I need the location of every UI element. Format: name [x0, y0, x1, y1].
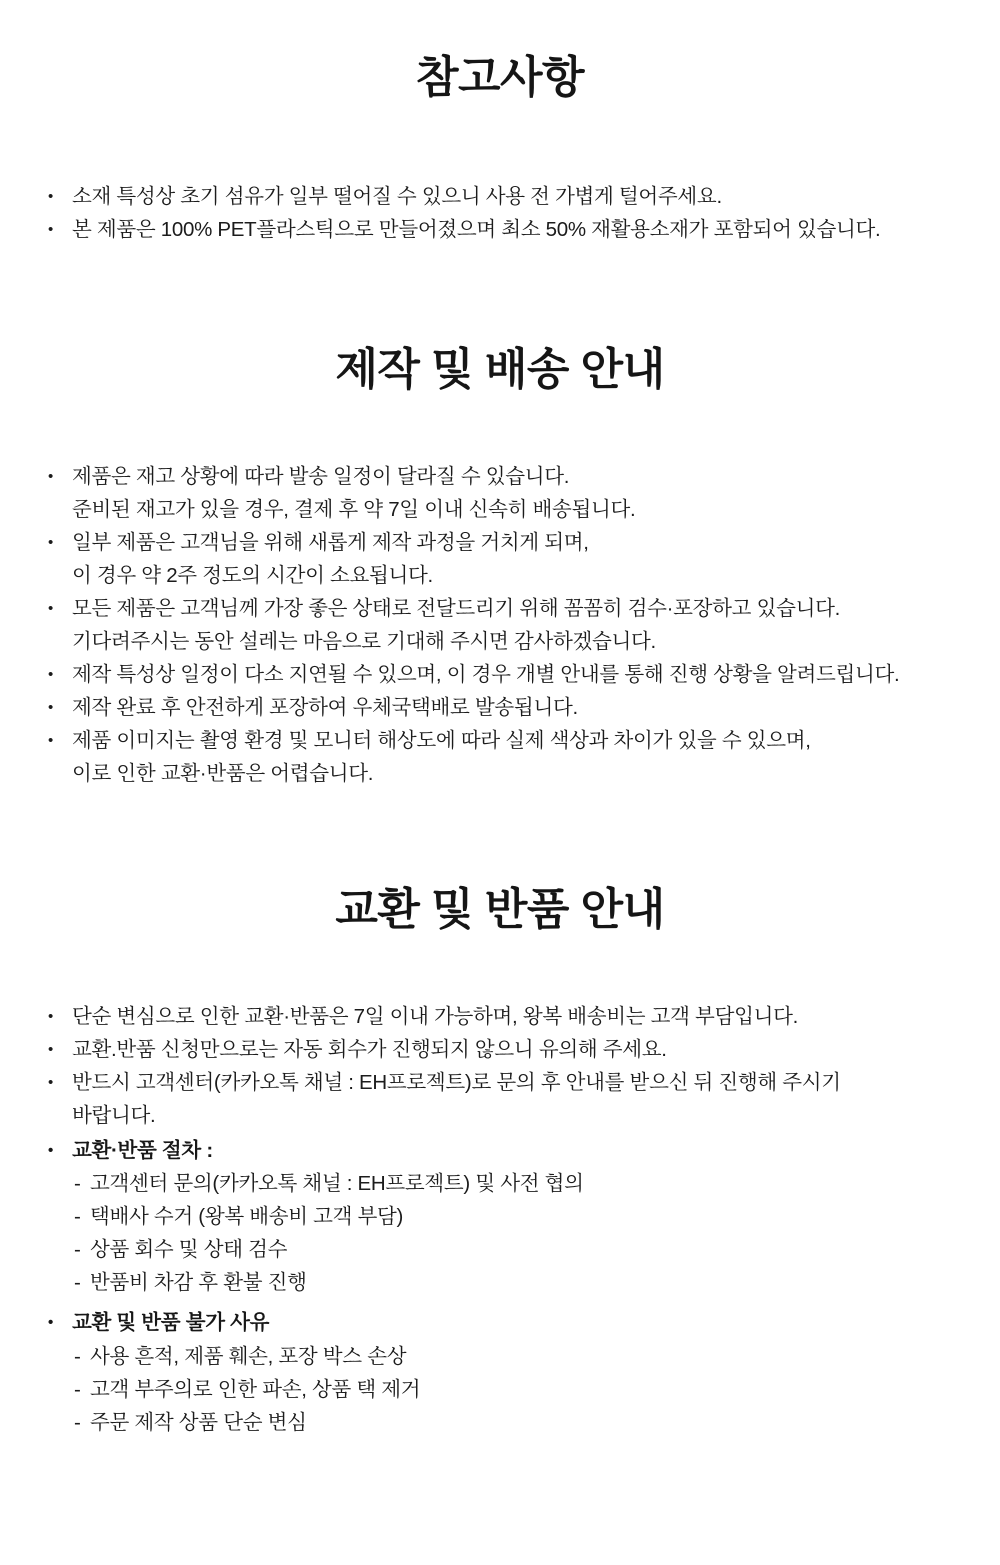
notice-item	[48, 180, 980, 213]
non-returnable-heading	[48, 1306, 980, 1339]
notes-section	[0, 53, 1000, 246]
bullet-marker-icon: •	[48, 732, 53, 749]
bullet-marker-icon: •	[48, 600, 53, 617]
dash-marker: -	[74, 1345, 81, 1368]
bullet-marker-icon: •	[48, 666, 53, 683]
notice-text: 제작 완료 후 안전하게 포장하여 우체국택배로 발송됩니다.	[72, 696, 578, 719]
section-title-production-shipping: 제작 및 배송 안내	[335, 345, 665, 394]
notice-text: 제작 특성상 일정이 다소 지연될 수 있으며, 이 경우 개별 안내를 통해 진행 상황을 알려드립니다.	[72, 663, 900, 686]
production-shipping-list	[0, 460, 1000, 790]
dash-marker: -	[74, 1411, 81, 1434]
notice-text: 반드시 고객센터(카카오톡 채널 : EH프로젝트)로 문의 후 안내를 받으신 뒤 진행해 주시기	[72, 1071, 841, 1094]
bullet-marker-icon: •	[48, 699, 53, 716]
notice-text: 이로 인한 교환·반품은 어렵습니다.	[72, 762, 374, 785]
non-returnable-reason	[48, 1406, 980, 1439]
notice-item	[48, 460, 980, 526]
notice-text: 본 제품은 100% PET플라스틱으로 만들어졌으며 최소 50% 재활용소재가 포함되어 있습니다.	[72, 218, 881, 241]
non-returnable-reason	[48, 1340, 980, 1373]
bullet-marker-icon: •	[48, 221, 53, 238]
procedure-step	[48, 1233, 980, 1266]
notice-item	[48, 1066, 980, 1132]
dash-marker: -	[74, 1205, 81, 1228]
bullet-marker-icon: •	[48, 1142, 53, 1159]
notice-item	[48, 1033, 980, 1066]
notice-text: 바랍니다.	[72, 1104, 156, 1127]
dash-marker: -	[74, 1271, 81, 1294]
procedure-step-text: 택배사 수거 (왕복 배송비 고객 부담)	[90, 1205, 404, 1228]
procedure-step-text: 반품비 차감 후 환불 진행	[90, 1271, 307, 1294]
bullet-marker-icon: •	[48, 468, 53, 485]
non-returnable-reason-text: 고객 부주의로 인한 파손, 상품 택 제거	[90, 1378, 421, 1401]
notice-text: 제품은 재고 상황에 따라 발송 일정이 달라질 수 있습니다.	[72, 465, 570, 488]
non-returnable-heading-text: 교환 및 반품 불가 사유	[72, 1311, 270, 1334]
notice-item	[48, 526, 980, 592]
dash-marker: -	[74, 1238, 81, 1261]
notice-text: 일부 제품은 고객님을 위해 새롭게 제작 과정을 거치게 되며,	[72, 531, 589, 554]
bullet-marker-icon: •	[48, 1314, 53, 1331]
notice-text: 이 경우 약 2주 정도의 시간이 소요됩니다.	[72, 564, 433, 587]
notice-item	[48, 691, 980, 724]
non-returnable-reason-text: 주문 제작 상품 단순 변심	[90, 1411, 307, 1434]
notice-text: 준비된 재고가 있을 경우, 결제 후 약 7일 이내 신속히 배송됩니다.	[72, 498, 636, 521]
procedure-step-text: 고객센터 문의(카카오톡 채널 : EH프로젝트) 및 사전 협의	[90, 1172, 584, 1195]
non-returnable-reason	[48, 1373, 980, 1406]
dash-marker: -	[74, 1378, 81, 1401]
notice-text: 제품 이미지는 촬영 환경 및 모니터 해상도에 따라 실제 색상과 차이가 있을 수 있으며,	[72, 729, 811, 752]
non-returnable-reason-text: 사용 흔적, 제품 훼손, 포장 박스 손상	[90, 1345, 407, 1368]
exchange-return-section	[0, 885, 1000, 1439]
notice-text: 소재 특성상 초기 섬유가 일부 떨어질 수 있으니 사용 전 가볍게 털어주세요.	[72, 185, 722, 208]
exchange-return-list	[0, 1000, 1000, 1439]
dash-marker: -	[74, 1172, 81, 1195]
production-shipping-section	[0, 345, 1000, 790]
section-title-exchange-return: 교환 및 반품 안내	[335, 885, 665, 934]
notice-text: 단순 변심으로 인한 교환·반품은 7일 이내 가능하며, 왕복 배송비는 고객 부담입니다.	[72, 1005, 798, 1028]
notice-item	[48, 213, 980, 246]
bullet-marker-icon: •	[48, 1041, 53, 1058]
notes-list	[0, 180, 1000, 246]
notice-item	[48, 1000, 980, 1033]
bullet-marker-icon: •	[48, 1074, 53, 1091]
notice-item	[48, 724, 980, 790]
notice-text: 교환.반품 신청만으로는 자동 회수가 진행되지 않으니 유의해 주세요.	[72, 1038, 667, 1061]
notice-item	[48, 658, 980, 691]
bullet-marker-icon: •	[48, 1008, 53, 1025]
bullet-marker-icon: •	[48, 188, 53, 205]
procedure-step-text: 상품 회수 및 상태 검수	[90, 1238, 288, 1261]
notice-text: 모든 제품은 고객님께 가장 좋은 상태로 전달드리기 위해 꼼꼼히 검수·포장하고 있습니다.	[72, 597, 840, 620]
procedure-heading	[48, 1134, 980, 1167]
procedure-step	[48, 1167, 980, 1200]
notice-item	[48, 592, 980, 658]
section-title-notes: 참고사항	[415, 53, 584, 102]
procedure-step	[48, 1200, 980, 1233]
bullet-marker-icon: •	[48, 534, 53, 551]
procedure-heading-text: 교환·반품 절차 :	[72, 1139, 213, 1162]
notice-text: 기다려주시는 동안 설레는 마음으로 기대해 주시면 감사하겠습니다.	[72, 630, 656, 653]
procedure-step	[48, 1266, 980, 1299]
